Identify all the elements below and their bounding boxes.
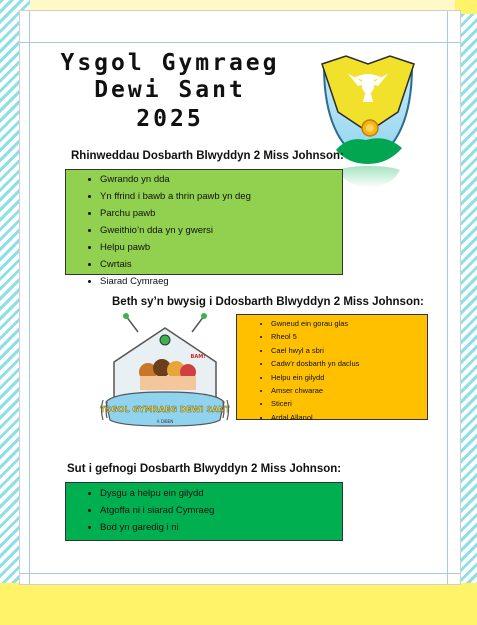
list-item: • Rheol 5 [271,330,427,343]
school-title-line-1: Ysgol Gymraeg [60,50,280,76]
list-item: • Ardal Allanol [271,411,427,424]
section2-box [236,314,428,420]
list-item: • Parchu pawb [100,205,342,222]
list-item: • Gwneud ein gorau glas [271,317,427,330]
list-item: • Bod yn garedig i ni [100,519,342,536]
frame-bottom-band [0,583,477,625]
list-item: • Helpu ein gilydd [271,371,427,384]
section2-list [237,317,427,424]
section1-box [65,169,343,287]
section1-heading: Rhinweddau Dosbarth Blwyddyn 2 Miss Johnson: [71,150,344,162]
section3-list [66,485,342,536]
list-item: • Amser chwarae [271,384,427,397]
robot-logo-badge: BAM! [190,354,206,360]
school-year-title: 2025 [136,106,204,132]
margin-line-left [29,11,30,584]
school-title-line-2: Dewi Sant [94,77,246,103]
list-item: • Atgoffa ni i siarad Cymraeg [100,502,342,519]
margin-line-top [20,42,460,43]
list-item: • Gweithio’n dda yn y gwersi [100,222,342,239]
section1-list [66,171,342,290]
margin-line-bottom [20,573,460,574]
robot-logo-subtext: A DIBEN [156,419,174,424]
class-robot-logo [100,310,230,434]
margin-line-right [447,11,448,584]
list-item: • Dysgu a helpu ein gilydd [100,485,342,502]
list-item: • Sticeri [271,397,427,410]
list-item: • Siarad Cymraeg [100,273,342,290]
section3-box [65,482,343,541]
section2-heading: Beth sy’n bwysig i Ddosbarth Blwyddyn 2 Miss Johnson: [112,296,424,308]
list-item: • Yn ffrind i bawb a thrin pawb yn deg [100,188,342,205]
list-item: • Cadw’r dosbarth yn daclus [271,357,427,370]
list-item: • Cael hwyl a sbri [271,344,427,357]
robot-logo-text: YSGOL GYMRAEG DEWI SANT [100,405,230,414]
list-item: • Cwrtais [100,256,342,273]
list-item: • Gwrando yn dda [100,171,342,188]
list-item: • Helpu pawb [100,239,342,256]
section3-heading: Sut i gefnogi Dosbarth Blwyddyn 2 Miss Johnson: [67,463,342,475]
